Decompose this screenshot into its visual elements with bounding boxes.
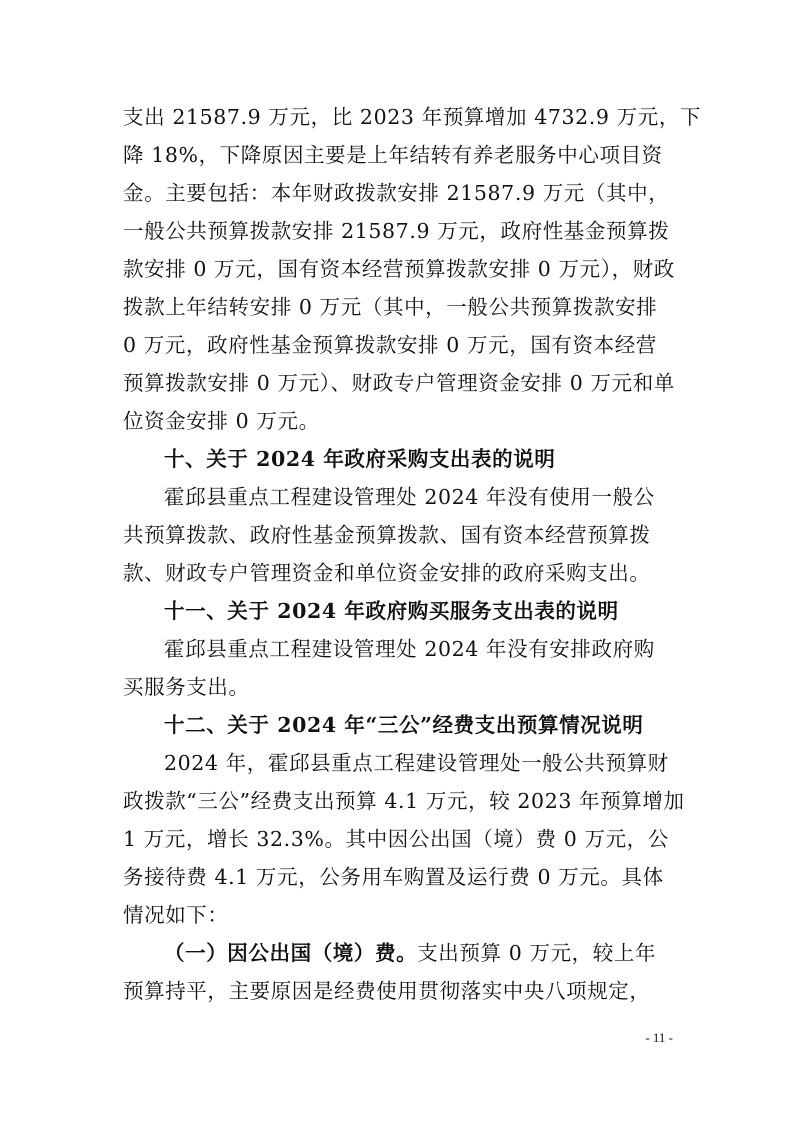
paragraph-line: 霍邱县重点工程建设管理处 2024 年没有安排政府购 (164, 637, 655, 661)
paragraph-line: 预算持平，主要原因是经费使用贯彻落实中央八项规定， (123, 979, 651, 1003)
section-heading: 十二、关于 2024 年“三公”经费支出预算情况说明 (164, 713, 644, 737)
paragraph-line: 款安排 0 万元，国有资本经营预算拨款安排 0 万元），财政 (123, 257, 675, 281)
paragraph-line: 买服务支出。 (123, 675, 250, 699)
paragraph-line: 金。主要包括：本年财政拨款安排 21587.9 万元（其中， (123, 181, 670, 205)
paragraph-line: 拨款上年结转安排 0 万元（其中，一般公共预算拨款安排 (123, 295, 658, 319)
paragraph-line: 款、财政专户管理资金和单位资金安排的政府采购支出。 (123, 561, 651, 585)
paragraph-line: 务接待费 4.1 万元，公务用车购置及运行费 0 万元。具体 (123, 865, 664, 889)
paragraph-line: 1 万元，增长 32.3%。其中因公出国（境）费 0 万元，公 (123, 827, 669, 851)
paragraph-line: 0 万元，政府性基金预算拨款安排 0 万元，国有资本经营 (123, 333, 657, 357)
page-number: - 11 - (645, 1030, 673, 1045)
paragraph-line: 政拨款“三公”经费支出预算 4.1 万元，较 2023 年预算增加 (123, 789, 685, 813)
paragraph-line: 情况如下： (123, 903, 229, 927)
subsection-title: （一）因公出国（境）费。 (164, 941, 418, 965)
paragraph-line: 支出 21587.9 万元，比 2023 年预算增加 4732.9 万元，下 (123, 105, 702, 129)
section-heading: 十、关于 2024 年政府采购支出表的说明 (164, 447, 556, 471)
subsection-text: 支出预算 0 万元，较上年 (417, 941, 657, 965)
paragraph-line: 2024 年，霍邱县重点工程建设管理处一般公共预算财 (164, 751, 669, 775)
paragraph-line: 霍邱县重点工程建设管理处 2024 年没有使用一般公 (164, 485, 655, 509)
subsection-line (164, 939, 684, 967)
paragraph-line: 预算拨款安排 0 万元）、财政专户管理资金安排 0 万元和单 (123, 371, 675, 395)
paragraph-line: 共预算拨款、政府性基金预算拨款、国有资本经营预算拨 (123, 523, 651, 547)
paragraph-line: 一般公共预算拨款安排 21587.9 万元，政府性基金预算拨 (123, 219, 670, 243)
paragraph-line: 位资金安排 0 万元。 (123, 409, 320, 433)
paragraph-line: 降 18%，下降原因主要是上年结转有养老服务中心项目资 (123, 143, 663, 167)
section-heading: 十一、关于 2024 年政府购买服务支出表的说明 (164, 599, 619, 623)
